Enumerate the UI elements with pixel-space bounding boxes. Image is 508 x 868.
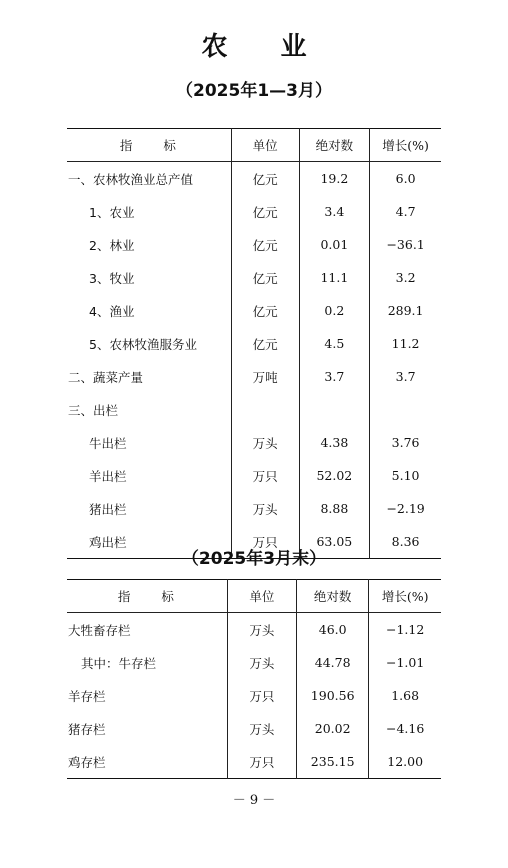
page-title: 农 业	[201, 32, 329, 62]
row-indicator: 大牲畜存栏	[68, 622, 131, 638]
row-growth: 5.10	[370, 459, 441, 492]
row-value: 3.4	[299, 195, 370, 228]
table-body	[67, 162, 441, 559]
row-indicator: 羊出栏	[89, 468, 127, 484]
row-growth: 8.36	[370, 525, 441, 559]
table-row	[67, 646, 441, 679]
page-number: － 9 －	[232, 793, 276, 808]
row-growth: −36.1	[370, 228, 441, 261]
table-row	[67, 459, 441, 492]
header-growth: 增长(%)	[369, 580, 441, 613]
row-growth: 289.1	[370, 294, 441, 327]
row-indicator: 鸡出栏	[89, 534, 127, 550]
row-unit: 亿元	[231, 294, 299, 327]
row-indicator: 二、蔬菜产量	[68, 369, 144, 385]
row-growth: 4.7	[370, 195, 441, 228]
row-value: 190.56	[297, 679, 369, 712]
row-indicator: 5、农林牧渔服务业	[89, 336, 197, 352]
table-row	[67, 327, 441, 360]
row-indicator: 羊存栏	[68, 688, 106, 704]
row-indicator: 4、渔业	[89, 303, 135, 319]
row-unit: 亿元	[231, 261, 299, 294]
row-indicator: 2、林业	[89, 237, 135, 253]
row-value: 52.02	[299, 459, 370, 492]
table-row	[67, 492, 441, 525]
row-indicator: 猪存栏	[68, 721, 106, 737]
row-growth: 1.68	[369, 679, 441, 712]
table-row	[67, 360, 441, 393]
header-value: 绝对数	[297, 580, 369, 613]
header-unit: 单位	[227, 580, 296, 613]
table-row	[67, 228, 441, 261]
row-growth: 3.2	[370, 261, 441, 294]
row-unit: 万吨	[231, 360, 299, 393]
row-value: 0.01	[299, 228, 370, 261]
table-header-row	[67, 129, 441, 162]
row-growth	[370, 393, 441, 426]
row-unit: 万头	[231, 492, 299, 525]
row-indicator: 一、农林牧渔业总产值	[68, 171, 194, 187]
row-growth: −1.12	[369, 613, 441, 647]
row-value: 8.88	[299, 492, 370, 525]
row-growth: 11.2	[370, 327, 441, 360]
table-row	[67, 162, 441, 196]
row-indicator: 牛出栏	[89, 435, 127, 451]
row-unit: 亿元	[231, 195, 299, 228]
row-unit: 亿元	[231, 228, 299, 261]
row-value: 20.02	[297, 712, 369, 745]
header-indicator: 指 标	[67, 580, 227, 613]
table-row	[67, 393, 441, 426]
period-subtitle-q1: （2025年1—3月）	[176, 81, 332, 101]
livestock-stock-table	[67, 579, 441, 779]
agriculture-output-table	[67, 128, 441, 559]
row-indicator: 三、出栏	[68, 402, 119, 418]
row-unit: 万只	[231, 459, 299, 492]
row-growth: 3.7	[370, 360, 441, 393]
row-indicator: 猪出栏	[89, 501, 127, 517]
table-row	[67, 712, 441, 745]
row-unit: 万只	[227, 679, 296, 712]
header-value: 绝对数	[299, 129, 370, 162]
row-unit	[231, 393, 299, 426]
table-body	[67, 613, 441, 779]
table-row	[67, 745, 441, 779]
row-value: 44.78	[297, 646, 369, 679]
row-unit: 万头	[227, 613, 296, 647]
header-unit: 单位	[231, 129, 299, 162]
table-header-row	[67, 580, 441, 613]
header-indicator: 指 标	[67, 129, 231, 162]
row-value: 11.1	[299, 261, 370, 294]
row-value: 4.38	[299, 426, 370, 459]
row-unit: 亿元	[231, 162, 299, 196]
row-growth: −1.01	[369, 646, 441, 679]
row-indicator: 其中：牛存栏	[81, 655, 157, 671]
row-unit: 万只	[231, 525, 299, 559]
row-value: 4.5	[299, 327, 370, 360]
table-row	[67, 679, 441, 712]
row-growth: 12.00	[369, 745, 441, 779]
row-value: 19.2	[299, 162, 370, 196]
row-value: 235.15	[297, 745, 369, 779]
header-growth: 增长(%)	[370, 129, 441, 162]
row-unit: 万头	[227, 646, 296, 679]
row-indicator: 鸡存栏	[68, 754, 106, 770]
table-row	[67, 294, 441, 327]
table-row	[67, 613, 441, 647]
row-unit: 万头	[227, 712, 296, 745]
period-subtitle-march-end: （2025年3月末）	[181, 549, 327, 569]
row-growth: 6.0	[370, 162, 441, 196]
row-growth: 3.76	[370, 426, 441, 459]
table-row	[67, 261, 441, 294]
row-growth: −4.16	[369, 712, 441, 745]
row-indicator: 1、农业	[89, 204, 135, 220]
row-unit: 万只	[227, 745, 296, 779]
row-value: 63.05	[299, 525, 370, 559]
table-row	[67, 195, 441, 228]
row-growth: −2.19	[370, 492, 441, 525]
row-value	[299, 393, 370, 426]
row-value: 46.0	[297, 613, 369, 647]
row-value: 3.7	[299, 360, 370, 393]
row-unit: 万头	[231, 426, 299, 459]
row-indicator: 3、牧业	[89, 270, 135, 286]
row-unit: 亿元	[231, 327, 299, 360]
table-row	[67, 426, 441, 459]
row-value: 0.2	[299, 294, 370, 327]
